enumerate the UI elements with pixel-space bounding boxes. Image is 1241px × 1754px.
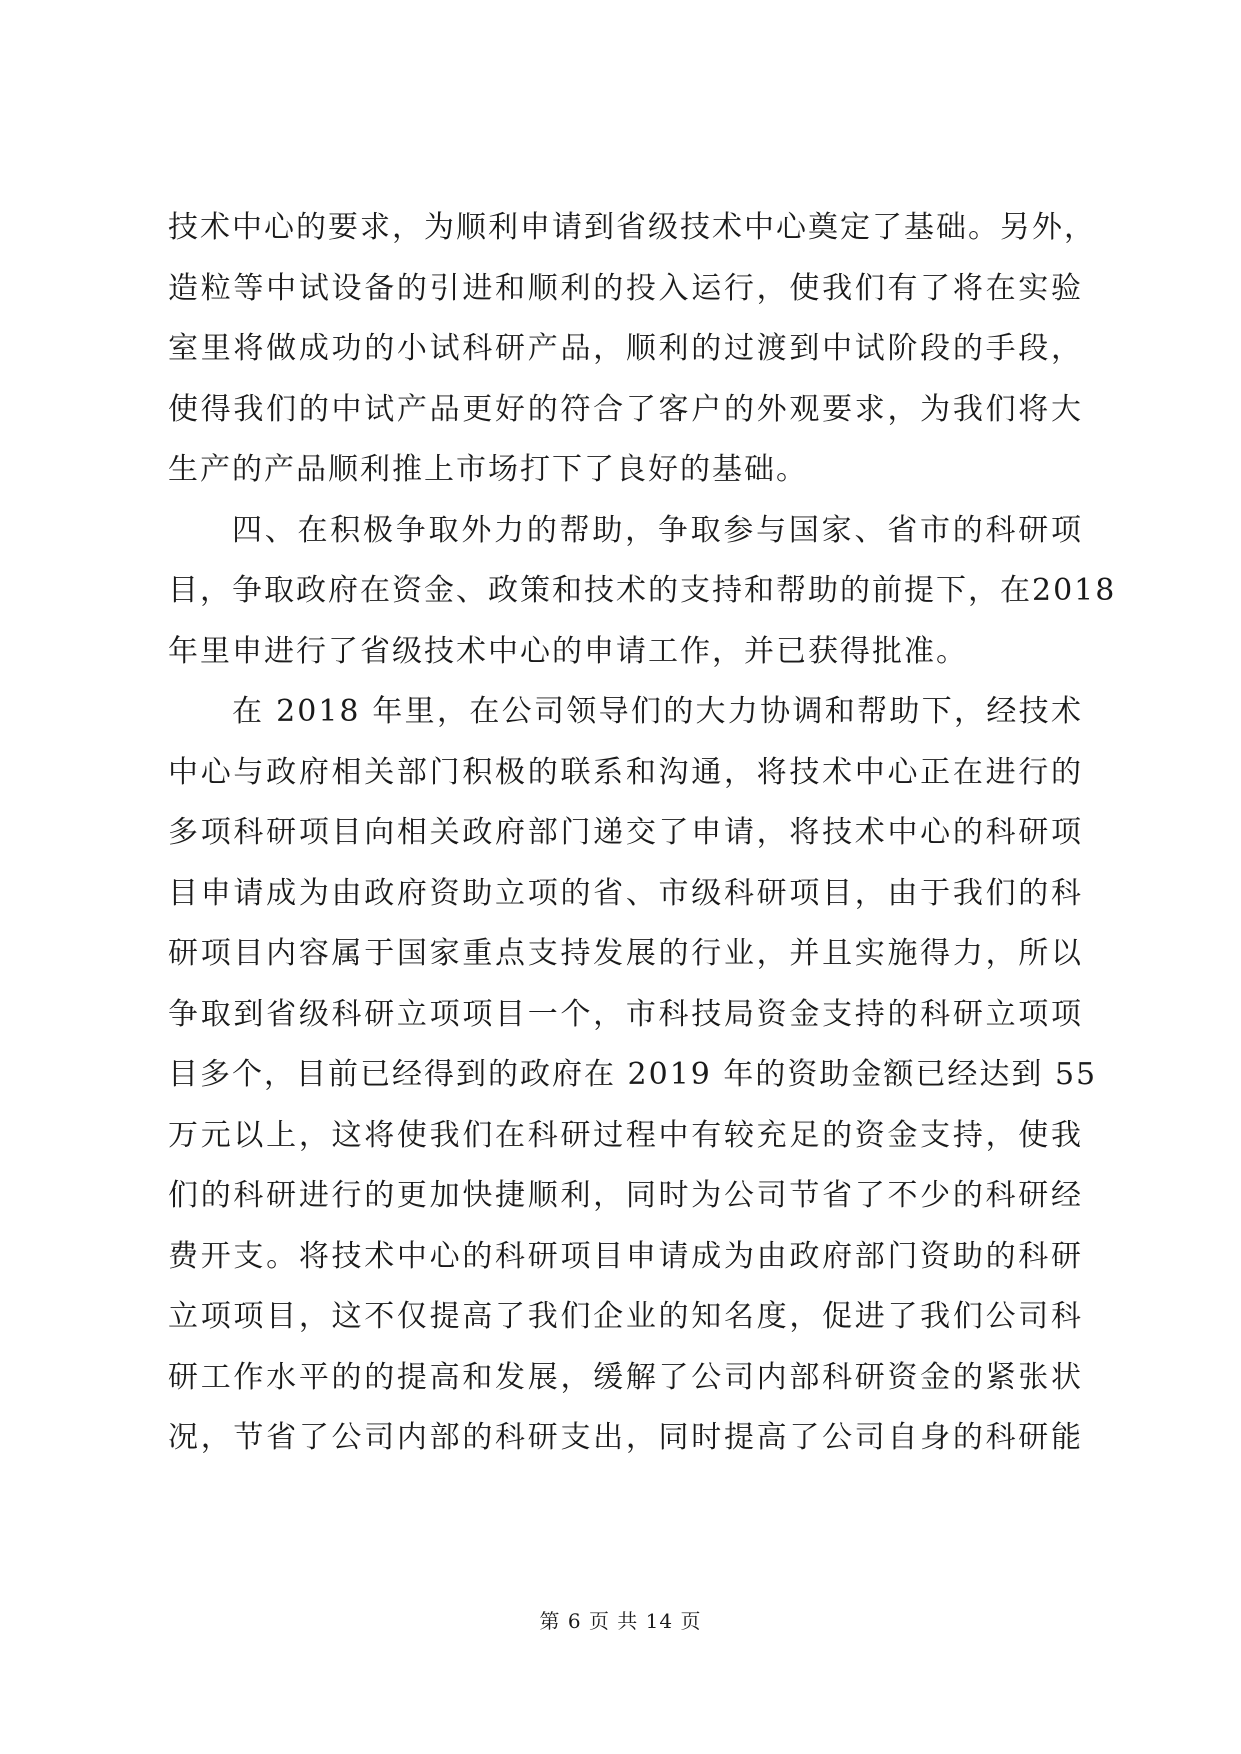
text-line: 况，节省了公司内部的科研支出，同时提高了公司自身的科研能	[168, 1420, 1083, 1455]
text-line: 目，争取政府在资金、政策和技术的支持和帮助的前提下，在2018	[168, 573, 1117, 608]
page-number-footer: 第 6 页 共 14 页	[539, 1609, 702, 1633]
text-line: 生产的产品顺利推上市场打下了良好的基础。	[168, 452, 808, 487]
text-line: 研工作水平的的提高和发展，缓解了公司内部科研资金的紧张状	[168, 1359, 1083, 1395]
text-line: 年里申进行了省级技术中心的申请工作，并已获得批准。	[168, 633, 968, 669]
text-line: 多项科研项目向相关政府部门递交了申请，将技术中心的科研项	[168, 815, 1083, 850]
text-line: 使得我们的中试产品更好的符合了客户的外观要求，为我们将大	[168, 391, 1083, 427]
text-line: 目申请成为由政府资助立项的省、市级科研项目，由于我们的科	[168, 875, 1083, 911]
text-line: 万元以上，这将使我们在科研过程中有较充足的资金支持，使我	[168, 1117, 1083, 1153]
text-line: 费开支。将技术中心的科研项目申请成为由政府部门资助的科研	[168, 1238, 1083, 1274]
body-text	[168, 198, 1117, 1469]
paragraph-first-line: 四、在积极争取外力的帮助，争取参与国家、省市的科研项	[232, 512, 1083, 548]
text-line: 室里将做成功的小试科研产品，顺利的过渡到中试阶段的手段，	[168, 331, 1083, 366]
text-line: 研项目内容属于国家重点支持发展的行业，并且实施得力，所以	[168, 936, 1083, 971]
text-line: 争取到省级科研立项项目一个，市科技局资金支持的科研立项项	[168, 996, 1083, 1032]
paragraph-first-line: 在 2018 年里，在公司领导们的大力协调和帮助下，经技术	[232, 694, 1083, 729]
text-line: 中心与政府相关部门积极的联系和沟通，将技术中心正在进行的	[168, 754, 1083, 790]
text-line: 立项项目，这不仅提高了我们企业的知名度，促进了我们公司科	[168, 1299, 1083, 1334]
text-line: 技术中心的要求，为顺利申请到省级技术中心奠定了基础。另外，	[168, 210, 1096, 245]
text-line: 造粒等中试设备的引进和顺利的投入运行，使我们有了将在实验	[168, 270, 1083, 306]
text-line: 们的科研进行的更加快捷顺利，同时为公司节省了不少的科研经	[168, 1178, 1083, 1213]
text-line: 目多个，目前已经得到的政府在 2019 年的资助金额已经达到 55	[168, 1057, 1098, 1092]
